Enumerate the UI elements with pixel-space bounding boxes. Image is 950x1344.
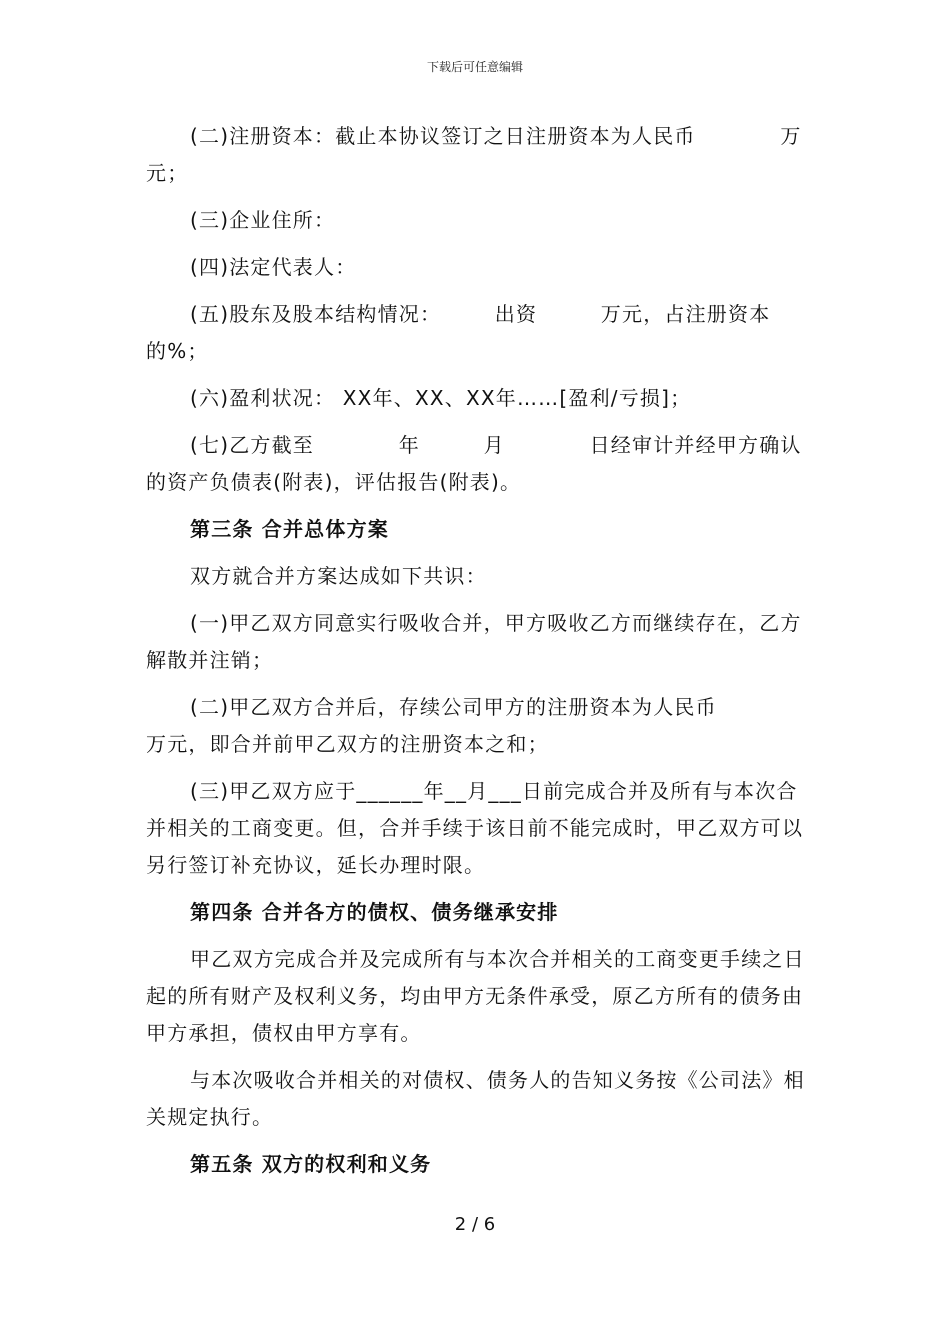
page-header: 下载后可任意编辑 xyxy=(426,60,523,74)
paragraph-merger-2: (二)甲乙双方合并后，存续公司甲方的注册资本为人民币 万元，即合并前甲乙双方的注册资本之和； xyxy=(146,695,802,756)
paragraph-address: (三)企业住所： xyxy=(190,208,336,232)
heading-article-4: 第四条 合并各方的债权、债务继承安排 xyxy=(190,900,559,924)
paragraph-debts-2: 与本次吸收合并相关的对债权、债务人的告知义务按《公司法》相关规定执行。 xyxy=(146,1068,805,1129)
paragraph-registered-capital: (二)注册资本：截止本协议签订之日注册资本为人民币 万元； xyxy=(146,124,802,185)
heading-article-5: 第五条 双方的权利和义务 xyxy=(190,1152,432,1176)
paragraph-debts-1: 甲乙双方完成合并及完成所有与本次合并相关的工商变更手续之日起的所有财产及权利义务，均由甲方无条件承受，原乙方所有的债务由甲方承担，债权由甲方享有。 xyxy=(146,947,805,1045)
document-body xyxy=(146,118,806,1193)
heading-article-3: 第三条 合并总体方案 xyxy=(190,517,389,541)
paragraph-shareholders: (五)股东及股本结构情况： 出资 万元，占注册资本的%； xyxy=(146,302,771,363)
paragraph-consensus: 双方就合并方案达成如下共识： xyxy=(190,564,487,588)
paragraph-legal-rep: (四)法定代表人： xyxy=(190,255,357,279)
paragraph-merger-1: (一)甲乙双方同意实行吸收合并，甲方吸收乙方而继续存在，乙方解散并注销； xyxy=(146,611,802,672)
paragraph-profit: (六)盈利状况： XX年、XX、XX年……[盈利/亏损]； xyxy=(190,386,692,410)
paragraph-balance-sheet: (七)乙方截至 年 月 日经审计并经甲方确认的资产负债表(附表)，评估报告(附表)。 xyxy=(146,433,802,494)
page-number: 2 / 6 xyxy=(454,1214,496,1235)
paragraph-merger-3: (三)甲乙双方应于______年__月___日前完成合并及所有与本次合并相关的工商变更。但，合并手续于该日前不能完成时，甲乙双方可以另行签订补充协议，延长办理时限。 xyxy=(146,779,804,877)
